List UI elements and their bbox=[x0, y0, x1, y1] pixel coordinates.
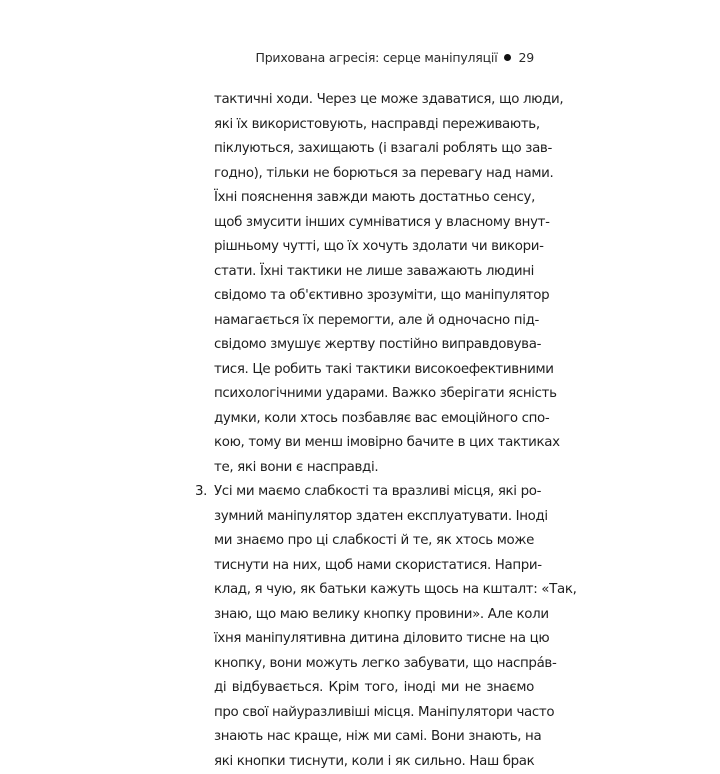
text-line: ді відбувається. Крім того, іноді ми не знаємо bbox=[214, 676, 534, 701]
text-line: їхня маніпулятивна дитина діловито тисне на цю bbox=[214, 627, 534, 652]
text-line: знають нас краще, ніж ми самі. Вони знають, на bbox=[214, 725, 534, 750]
running-title: Прихована агресія: серце маніпуляції bbox=[256, 50, 498, 65]
text-line: кою, тому ви менш імовірно бачите в цих тактиках bbox=[214, 431, 534, 456]
text-line: тиснути на них, щоб нами скористатися. Напри- bbox=[214, 554, 534, 579]
text-line: про свої найуразливіші місця. Маніпулятори часто bbox=[214, 701, 534, 726]
text-line: стати. Їхні тактики не лише заважають людині bbox=[214, 260, 534, 285]
text-line: Усі ми маємо слабкості та вразливі місця, які ро- bbox=[214, 480, 534, 505]
text-line: те, які вони є насправді. bbox=[214, 456, 534, 481]
text-line: які кнопки тиснути, коли і як сильно. Наш брак bbox=[214, 750, 534, 774]
text-line: зумний маніпулятор здатен експлуатувати. Іноді bbox=[214, 505, 534, 530]
text-line: піклуються, захищають (і взагалі роблять що зав- bbox=[214, 137, 534, 162]
body-text bbox=[214, 88, 534, 774]
text-line: психологічними ударами. Важко зберігати ясність bbox=[214, 382, 534, 407]
text-line: які їх використовують, насправді переживають, bbox=[214, 113, 534, 138]
text-line: свідомо та об'єктивно зрозуміти, що маніпулятор bbox=[214, 284, 534, 309]
text-line: клад, я чую, як батьки кажуть щось на кшталт: «Так, bbox=[214, 578, 534, 603]
text-line: думки, коли хтось позбавляє вас емоційного спо- bbox=[214, 407, 534, 432]
text-line: намагається їх перемогти, але й одночасно під- bbox=[214, 309, 534, 334]
text-line: тактичні ходи. Через це може здаватися, що люди, bbox=[214, 88, 534, 113]
text-line: ми знаємо про ці слабкості й те, як хтось може bbox=[214, 529, 534, 554]
running-head bbox=[256, 50, 535, 65]
text-line: годно), тільки не борються за перевагу над нами. bbox=[214, 162, 534, 187]
text-line: кнопку, вони можуть легко забувати, що наспрáв- bbox=[214, 652, 534, 677]
bullet-dot-icon bbox=[504, 54, 511, 61]
list-item-3 bbox=[214, 480, 534, 774]
text-line: рішньому чутті, що їх хочуть здолати чи викори- bbox=[214, 235, 534, 260]
text-line: знаю, що маю велику кнопку провини». Але коли bbox=[214, 603, 534, 628]
text-line: свідомо змушує жертву постійно виправдовува- bbox=[214, 333, 534, 358]
page-number: 29 bbox=[518, 50, 534, 65]
text-line: щоб змусити інших сумніватися у власному внут- bbox=[214, 211, 534, 236]
list-marker: 3. bbox=[195, 480, 207, 505]
continuation-paragraph bbox=[214, 88, 534, 480]
text-line: Їхні пояснення завжди мають достатньо сенсу, bbox=[214, 186, 534, 211]
text-line: тися. Це робить такі тактики високоефективними bbox=[214, 358, 534, 383]
